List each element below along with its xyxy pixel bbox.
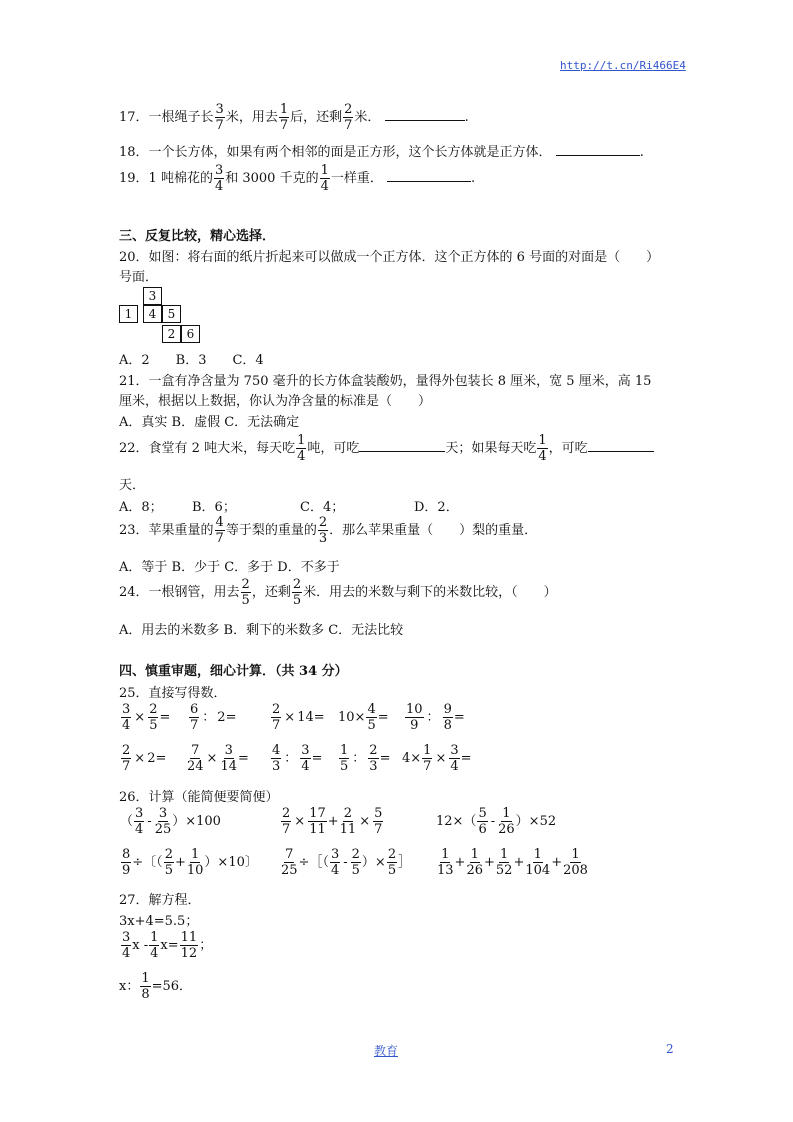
q22-option-a: A．8； [119, 500, 163, 515]
q21-line-1: 21．一盒有净含量为 750 毫升的长方体盒装酸奶，量得外包装长 8 厘米，宽 5 厘米，高 15 [119, 374, 652, 389]
page-number: 2 [666, 1042, 674, 1056]
question-19 [119, 164, 475, 193]
q17-text-4: 米． [354, 110, 381, 125]
q25-r1-e5: $\frac{10}{9}$ ： $\frac{9}{8}$ = [406, 702, 465, 733]
q24-fraction-1: $\frac{2}{5}$ [241, 577, 250, 608]
q25-r1-e3: $\frac{2}{7}$ × 14= [272, 702, 325, 733]
q24-options: A．用去的米数多 B．剩下的米数多 C．无法比较 [119, 623, 404, 638]
question-22 [119, 434, 654, 463]
q22-text-4: ，可吃 [548, 441, 588, 456]
header-url[interactable]: http://t.cn/Ri466E4 [560, 59, 686, 72]
q20-line-2: 号面． [119, 270, 159, 285]
net-face-4: 4 [143, 305, 162, 323]
q19-fraction-1: $\frac{3}{4}$ [214, 163, 224, 194]
q27-eq2: $\frac{3}{4}$ x - $\frac{1}{4}$ x= $\frac{11}{12}$ ； [122, 930, 213, 961]
question-23 [119, 516, 537, 545]
q18-answer-blank[interactable] [556, 143, 640, 156]
footer-link[interactable]: 教育 [374, 1044, 399, 1058]
q17-text-3: 后，还剩 [290, 110, 343, 125]
q24-text-3: 米．用去的米数与剩下的米数比较，（ ） [303, 585, 557, 600]
net-face-3: 3 [143, 287, 162, 305]
q26-d: $\frac{8}{9}$ ÷〔（ $\frac{2}{5}$ + $\frac{1}{10}$ ）×10〕 [122, 847, 258, 878]
q24-text-2: ，还剩 [251, 585, 291, 600]
question-18 [119, 141, 644, 160]
q17-text-1: 17．一根绳子长 [119, 110, 214, 125]
q17-fraction-3: $\frac{2}{7}$ [344, 102, 353, 133]
q26-c: 12×（ $\frac{5}{6}$ - $\frac{1}{26}$ ）×52 [436, 806, 557, 837]
q17-text-2: 米，用去 [225, 110, 278, 125]
section-4-heading: 四、慎重审题，细心计算．（共 34 分） [119, 664, 348, 679]
q19-text-1: 19．1 吨棉花的 [119, 171, 213, 186]
q22-blank-2[interactable] [588, 439, 654, 452]
q26-e: $\frac{7}{25}$ ÷［（ $\frac{3}{4}$ - $\frac{2}{5}$ ）× $\frac{2}{5}$ ］ [281, 847, 412, 878]
q25-r1-e4: 10× $\frac{4}{5}$ = [338, 702, 389, 733]
q20-options: A．2 B．3 C．4 [119, 353, 264, 368]
q27-eq1: 3x+4=5.5； [119, 914, 199, 929]
q22-text-2: 吨，可吃 [307, 441, 360, 456]
q25-r1-e2: $\frac{6}{7}$ ： 2= [190, 702, 237, 733]
q17-fraction-1: $\frac{3}{7}$ [215, 102, 224, 133]
q26-a: （ $\frac{3}{4}$ - $\frac{3}{25}$ ）×100 [120, 806, 221, 837]
q23-text-2: 等于梨的重量的 [225, 523, 317, 538]
q19-text-3: 一样重． [330, 171, 383, 186]
q24-fraction-2: $\frac{2}{5}$ [292, 577, 302, 608]
section-3-heading: 三、反复比较，精心选择． [119, 229, 276, 244]
q23-text-3: ．那么苹果重量（ ）梨的重量． [329, 523, 538, 538]
q19-answer-blank[interactable] [387, 169, 471, 182]
q23-text-1: 23．苹果重量的 [119, 523, 214, 538]
q23-fraction-2: $\frac{2}{3}$ [318, 515, 328, 546]
q17-fraction-2: $\frac{1}{7}$ [279, 102, 289, 133]
q22-text-1: 22．食堂有 2 吨大米，每天吃 [119, 441, 296, 456]
question-17 [119, 103, 469, 132]
q25-r2-e4: $\frac{1}{5}$ ： $\frac{2}{3}$ = [340, 743, 391, 774]
q22-option-d: D．2． [414, 500, 459, 515]
q22-option-b: B．6； [192, 500, 236, 515]
q17-answer-blank[interactable] [385, 108, 465, 121]
q23-options: A．等于 B．少于 C．多于 D．不多于 [119, 560, 340, 575]
q19-text-2: 和 3000 千克的 [225, 171, 319, 186]
net-face-5: 5 [162, 305, 181, 323]
q19-fraction-2: $\frac{1}{4}$ [320, 163, 329, 194]
q25-r2-e5: 4× $\frac{1}{7}$ × $\frac{3}{4}$ = [402, 743, 472, 774]
q26-b: $\frac{2}{7}$ × $\frac{17}{11}$ + $\frac{2}{11}$ × $\frac{5}{7}$ [282, 806, 383, 837]
q22-option-c: C．4； [300, 500, 345, 515]
q27-eq3: x： $\frac{1}{8}$ =56． [119, 971, 193, 1002]
q21-line-2: 厘米，根据以上数据，你认为净含量的标准是（ ） [119, 394, 432, 409]
q25-r2-e3: $\frac{4}{3}$ ： $\frac{3}{4}$ = [272, 743, 323, 774]
net-face-2: 2 [162, 325, 181, 343]
q26-f: $\frac{1}{13}$ + $\frac{1}{26}$ + $\frac{1}{52}$ + $\frac{1}{104}$ + $\frac{1}{208}$ [437, 847, 588, 878]
net-face-6: 6 [181, 325, 200, 343]
q21-options: A．真实 B．虚假 C．无法确定 [119, 415, 300, 430]
q22-text-3: 天；如果每天吃 [445, 441, 537, 456]
q26-title: 26．计算（能简便要简便） [119, 790, 279, 805]
q20-line-1: 20．如图：将右面的纸片折起来可以做成一个正方体．这个正方体的 6 号面的对面是（ ） [119, 250, 660, 265]
q27-title: 27．解方程． [119, 893, 201, 908]
q19-end: . [471, 171, 476, 186]
q22-line-2: 天． [119, 478, 146, 493]
q17-end: . [464, 110, 469, 125]
q25-r2-e2: $\frac{7}{24}$ × $\frac{3}{14}$ = [187, 743, 249, 774]
q25-title: 25．直接写得数． [119, 686, 227, 701]
q22-fraction-2: $\frac{1}{4}$ [538, 433, 547, 464]
q18-text: 18．一个长方体，如果有两个相邻的面是正方形，这个长方体就是正方体． [119, 145, 552, 160]
q25-r2-e1: $\frac{2}{7}$ × 2= [122, 743, 167, 774]
net-face-1: 1 [119, 305, 138, 323]
q25-r1-e1: $\frac{3}{4}$ × $\frac{2}{5}$ = [122, 702, 171, 733]
question-24 [119, 578, 557, 607]
q18-end: . [639, 145, 644, 160]
q24-text-1: 24．一根钢管，用去 [119, 585, 240, 600]
q22-fraction-1: $\frac{1}{4}$ [297, 433, 306, 464]
q22-blank-1[interactable] [359, 439, 445, 452]
q23-fraction-1: $\frac{4}{7}$ [215, 515, 224, 546]
